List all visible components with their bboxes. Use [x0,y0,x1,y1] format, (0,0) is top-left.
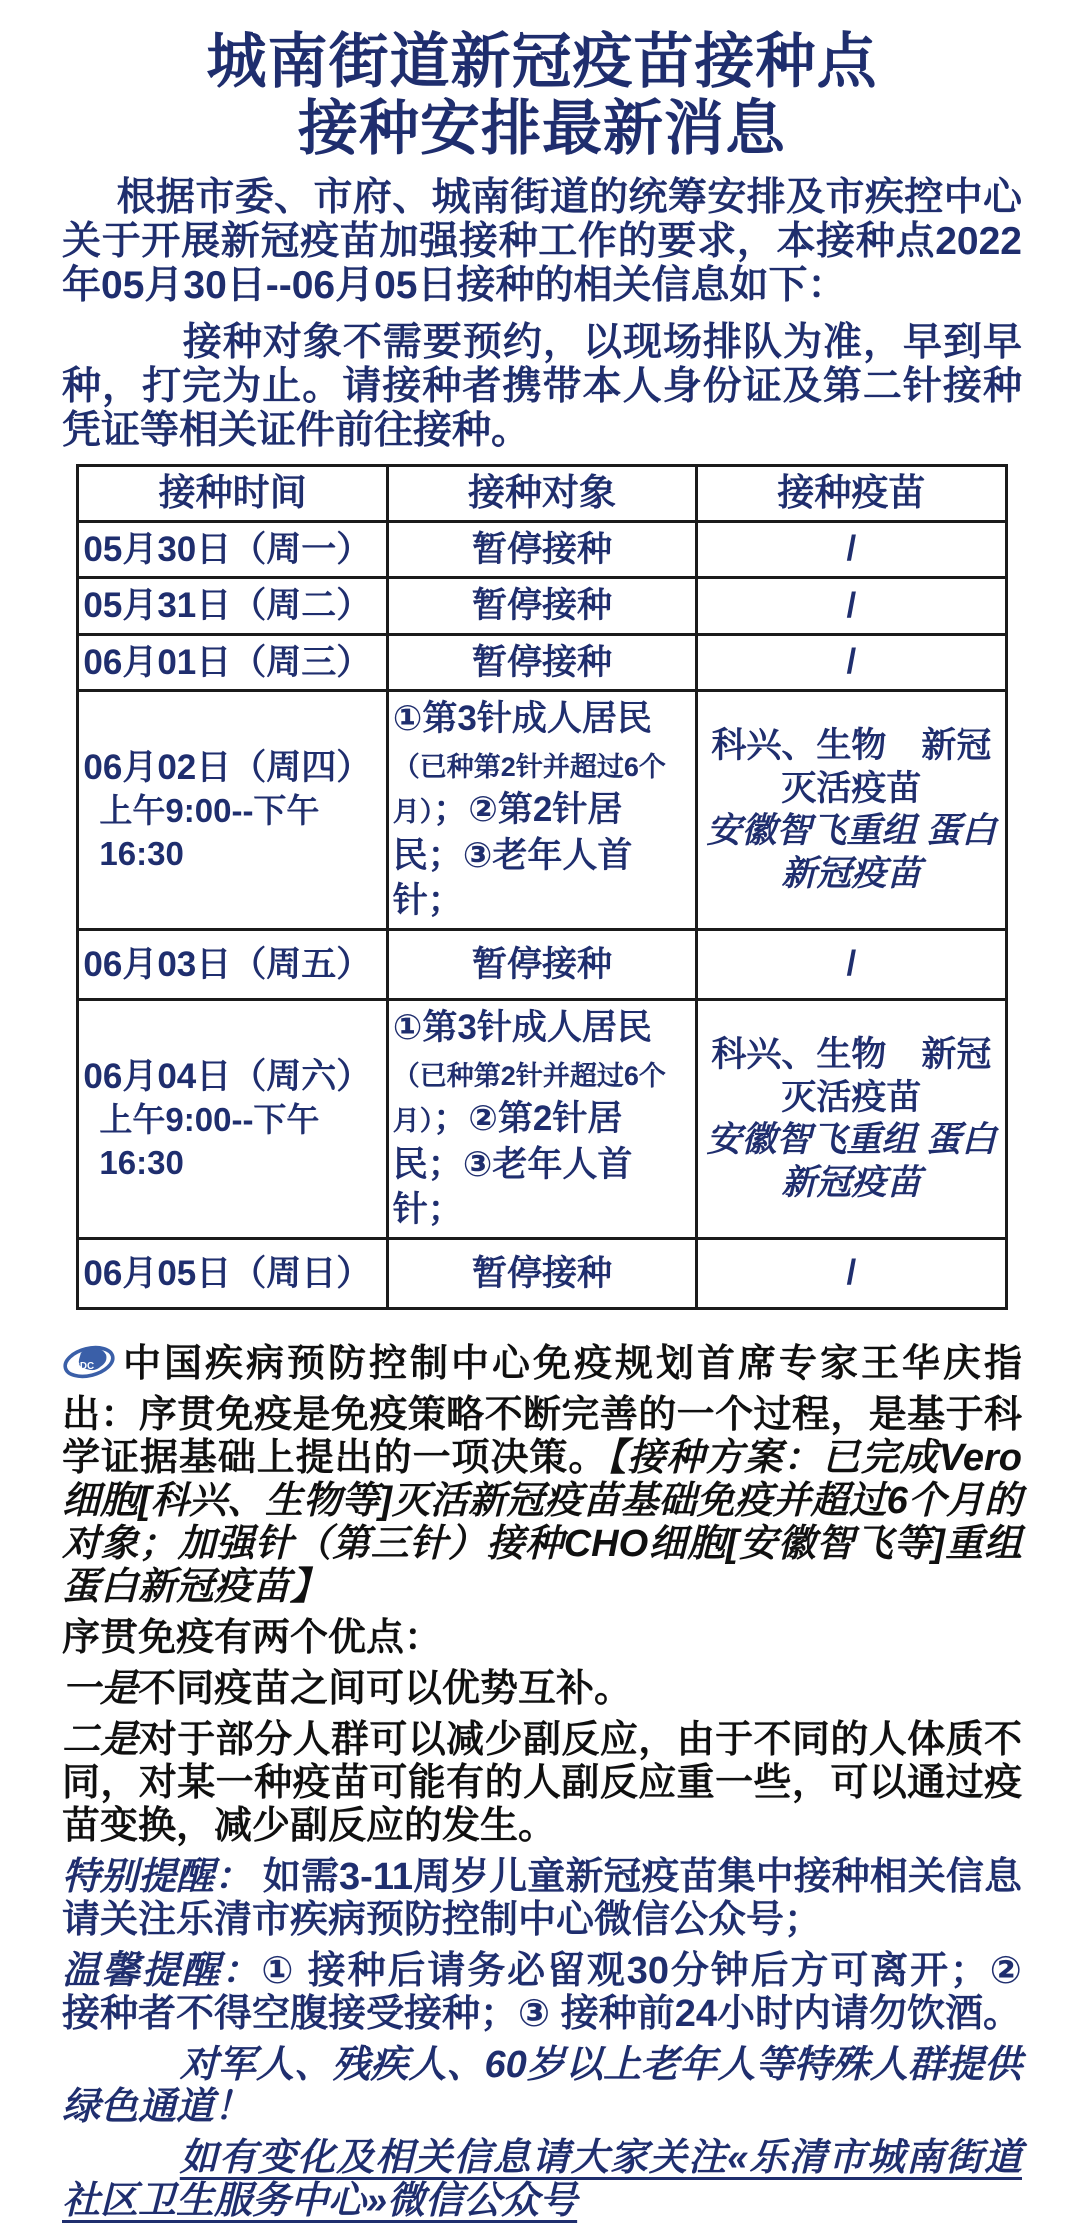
date-cell: 05月30日（周一） [78,521,387,578]
target-cell [387,691,696,930]
advantage-1-lead: 一是 [62,1668,139,1711]
table-row [78,691,1006,930]
target-main-text: ①第3针成人居民 [392,699,652,739]
cdc-statement-text: 中国疾病预防控制中心免疫规划首席专家王华庆指出：序贯免疫是免疫策略不断完善的一个过程，是基于科学证据基础上提出的一项决策。 [62,1343,1022,1480]
svg-text:CDC: CDC [72,1361,95,1373]
vaccine-cell: / [697,521,1006,578]
date-cell: 06月05日（周日） [78,1238,387,1309]
column-header-time: 接种时间 [78,466,387,522]
special-reminder-label: 特别提醒： [62,1855,253,1898]
table-row [78,578,1006,635]
intro-paragraph-1: 根据市委、市府、城南街道的统筹安排及市疾控中心关于开展新冠疫苗加强接种工作的要求，本接种点2022年05月30日--06月05日接种的相关信息如下： [62,176,1022,307]
date-text: 06月04日（周六） [83,1056,372,1096]
vaccine-cell: / [697,929,1006,1000]
warm-reminder [62,1950,1022,2036]
intro-paragraph-2: 接种对象不需要预约，以现场排队为准，早到早种，打完为止。请接种者携带本人身份证及第二针接种凭证等相关证件前往接种。 [62,321,1022,452]
title-line-2: 接种安排最新消息 [298,95,786,163]
date-cell: 05月31日（周二） [78,578,387,635]
special-reminder [62,1856,1022,1942]
target-main-text: ①第3针成人居民 [392,1008,652,1048]
date-cell [78,691,387,930]
advantage-1-text: 不同疫苗之间可以优势互补。 [138,1668,633,1711]
target-cell [387,1000,696,1239]
table-row [78,634,1006,691]
cdc-expert-paragraph [62,1340,1022,1609]
table-row [78,521,1006,578]
table-row [78,1238,1006,1309]
target-cell: 暂停接种 [387,929,696,1000]
vaccination-schedule-table [76,464,1007,1310]
special-reminder-text: 如需3-11周岁儿童新冠疫苗集中接种相关信息请关注乐清市疾病预防控制中心微信公众号； [62,1855,1022,1941]
date-cell: 06月03日（周五） [78,929,387,1000]
advantage-item-1 [62,1668,1022,1711]
column-header-target: 接种对象 [387,466,696,522]
table-row [78,929,1006,1000]
date-text: 06月02日（周四） [83,747,372,787]
vaccine-recombinant-text: 安徽智飞重组 蛋白新冠疫苗 [706,811,997,893]
target-cell: 暂停接种 [387,521,696,578]
target-main-text: ；②第2针居民；③老年人首针； [392,1099,633,1230]
target-cell: 暂停接种 [387,578,696,635]
time-text: 上午9:00--下午16:30 [99,1101,320,1181]
warm-reminder-label: 温馨提醒： [62,1949,262,1992]
target-cell: 暂停接种 [387,634,696,691]
vaccine-cell: / [697,634,1006,691]
target-note-text: （已种第2针并超过6个月） [392,1060,666,1137]
table-row [78,1000,1006,1239]
time-text: 上午9:00--下午16:30 [99,792,320,872]
warm-reminder-text: ① 接种后请务必留观30分钟后方可离开；② 接种者不得空腹接受接种；③ 接种前24小时内请勿饮酒。 [62,1949,1022,2035]
wechat-follow-notice: 如有变化及相关信息请大家关注«乐清市城南街道社区卫生服务中心»微信公众号 [62,2137,1022,2223]
vaccination-plan-text: 【接种方案：已完成Vero细胞[科兴、生物等]灭活新冠疫苗基础免疫并超过6个月的对象；加强针（第三针）接种CHO细胞[安徽智飞等]重组蛋白新冠疫苗】 [62,1437,1022,1609]
page-title [62,24,1022,162]
advantages-heading: 序贯免疫有两个优点： [62,1617,443,1660]
advantage-item-2 [62,1719,1022,1848]
date-cell [78,1000,387,1239]
cdc-logo-icon [62,1340,116,1394]
target-main-text: ；②第2针居民；③老年人首针； [392,790,633,921]
vaccine-inactivated-text: 科兴、生物 新冠灭活疫苗 [711,725,992,808]
advantage-2-lead: 二是 [62,1718,139,1761]
column-header-vaccine: 接种疫苗 [697,466,1006,522]
vaccine-recombinant-text: 安徽智飞重组 蛋白新冠疫苗 [706,1120,997,1202]
table-header-row [78,466,1006,522]
advantage-2-text: 对于部分人群可以减少副反应，由于不同的人体质不同，对某一种疫苗可能有的人副反应重一些，可以通过疫苗变换，减少副反应的发生。 [62,1718,1022,1847]
vaccine-cell [697,691,1006,930]
vaccine-cell: / [697,578,1006,635]
title-line-1: 城南街道新冠疫苗接种点 [206,28,878,95]
vaccine-inactivated-text: 科兴、生物 新冠灭活疫苗 [711,1034,992,1117]
date-cell: 06月01日（周三） [78,634,387,691]
vaccine-cell [697,1000,1006,1239]
target-cell: 暂停接种 [387,1238,696,1309]
vaccine-cell: / [697,1238,1006,1309]
green-channel-notice: 对军人、残疾人、60岁以上老年人等特殊人群提供绿色通道！ [62,2043,1022,2129]
target-note-text: （已种第2针并超过6个月） [392,751,666,828]
